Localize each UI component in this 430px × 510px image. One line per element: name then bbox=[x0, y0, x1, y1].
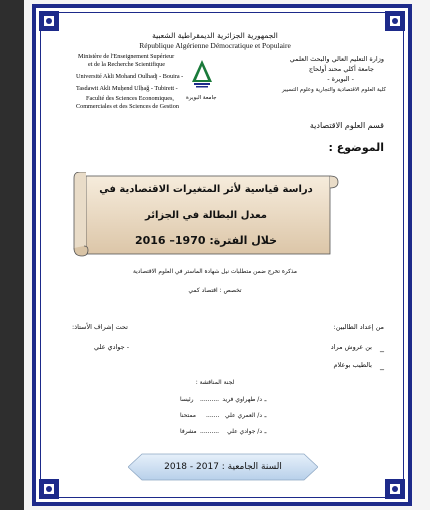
title-scroll bbox=[72, 172, 340, 264]
committee-role: رئيسا bbox=[180, 396, 194, 403]
academic-year: السنة الجامعية : 2017 - 2018 bbox=[164, 462, 282, 472]
specialty: تخصص : اقتصاد كمي bbox=[188, 287, 242, 294]
student-name-2: بالطيب بوعلام bbox=[333, 361, 372, 369]
ministry-arabic: وزارة التعليم العالي والبحث العلمي bbox=[289, 55, 384, 63]
committee-member-name: د/ العمري علي bbox=[225, 412, 262, 419]
faculty-french-1: Faculté des Sciences Economiques, bbox=[86, 95, 174, 102]
memo-text: مذكرة تخرج ضمن متطلبات نيل شهادة الماستر في العلوم الاقتصادية bbox=[133, 269, 297, 275]
supervisor-label: تحت إشراف الأستاذ: bbox=[72, 323, 128, 331]
bullet-dash: - bbox=[264, 412, 267, 421]
committee-role: مشرفا bbox=[180, 428, 197, 435]
students-label: من إعداد الطالبين: bbox=[333, 323, 384, 331]
committee-dots: .......... bbox=[200, 428, 220, 435]
left-dark-strip bbox=[0, 0, 24, 510]
university-arabic: جامعة أكلي محند أولحاج bbox=[308, 65, 374, 73]
committee-dots: ....... bbox=[206, 412, 220, 419]
ministry-french-2: et de la Recherche Scientifique bbox=[88, 61, 165, 68]
republic-french: République Algérienne Démocratique et Populaire bbox=[139, 41, 291, 50]
committee-member-name: د/ طهراوي فريد bbox=[222, 396, 262, 403]
title-line-3: خلال الفترة: 1970– 2016 bbox=[134, 234, 278, 247]
committee-dots: .......... bbox=[200, 396, 220, 403]
academic-year-badge bbox=[128, 452, 318, 482]
supervisor-name: - جوادي علي bbox=[94, 343, 130, 351]
corner-ornament-icon bbox=[384, 10, 406, 32]
student-name-1: بن عروش مراد bbox=[330, 343, 372, 351]
corner-ornament-icon bbox=[38, 10, 60, 32]
dash-marker: _ bbox=[380, 361, 384, 370]
corner-ornament-icon bbox=[384, 478, 406, 500]
ministry-french-1: Ministère de l'Enseignement Supérieur bbox=[78, 53, 175, 60]
committee-role: ممتحنا bbox=[180, 412, 197, 419]
committee-member-name: د/ جوادي علي bbox=[227, 428, 262, 435]
logo-caption: جامعة البويرة bbox=[186, 95, 217, 101]
city-arabic: - البويرة - bbox=[327, 75, 354, 83]
department: قسم العلوم الاقتصادية bbox=[309, 121, 384, 130]
university-logo-icon bbox=[182, 56, 222, 96]
title-line-1: دراسة قياسية لأثر المتغيرات الاقتصادية في bbox=[99, 184, 313, 195]
university-french-1: Université Akli Mohand Oulhadj - Bouira - bbox=[76, 73, 184, 80]
corner-ornament-icon bbox=[38, 478, 60, 500]
bullet-dash: - bbox=[264, 428, 267, 437]
dash-marker: _ bbox=[380, 343, 384, 352]
faculty-french-2: Commerciales et des Sciences de Gestion bbox=[76, 103, 179, 110]
republic-arabic: الجمهورية الجزائرية الديمقراطية الشعبية bbox=[152, 31, 278, 40]
bullet-dash: - bbox=[264, 396, 267, 405]
subject-label: الموضوع : bbox=[328, 141, 384, 154]
university-french-2: Tasdawit Akli Muḥend Ulḥaǧ - Tubirett - bbox=[76, 85, 178, 92]
title-line-2: معدل البطالة في الجزائر bbox=[145, 210, 267, 221]
faculty-arabic: كلية العلوم الاقتصادية والتجارية وعلوم التسيير bbox=[281, 87, 386, 93]
committee-label: لجنة المناقشة : bbox=[195, 379, 235, 386]
